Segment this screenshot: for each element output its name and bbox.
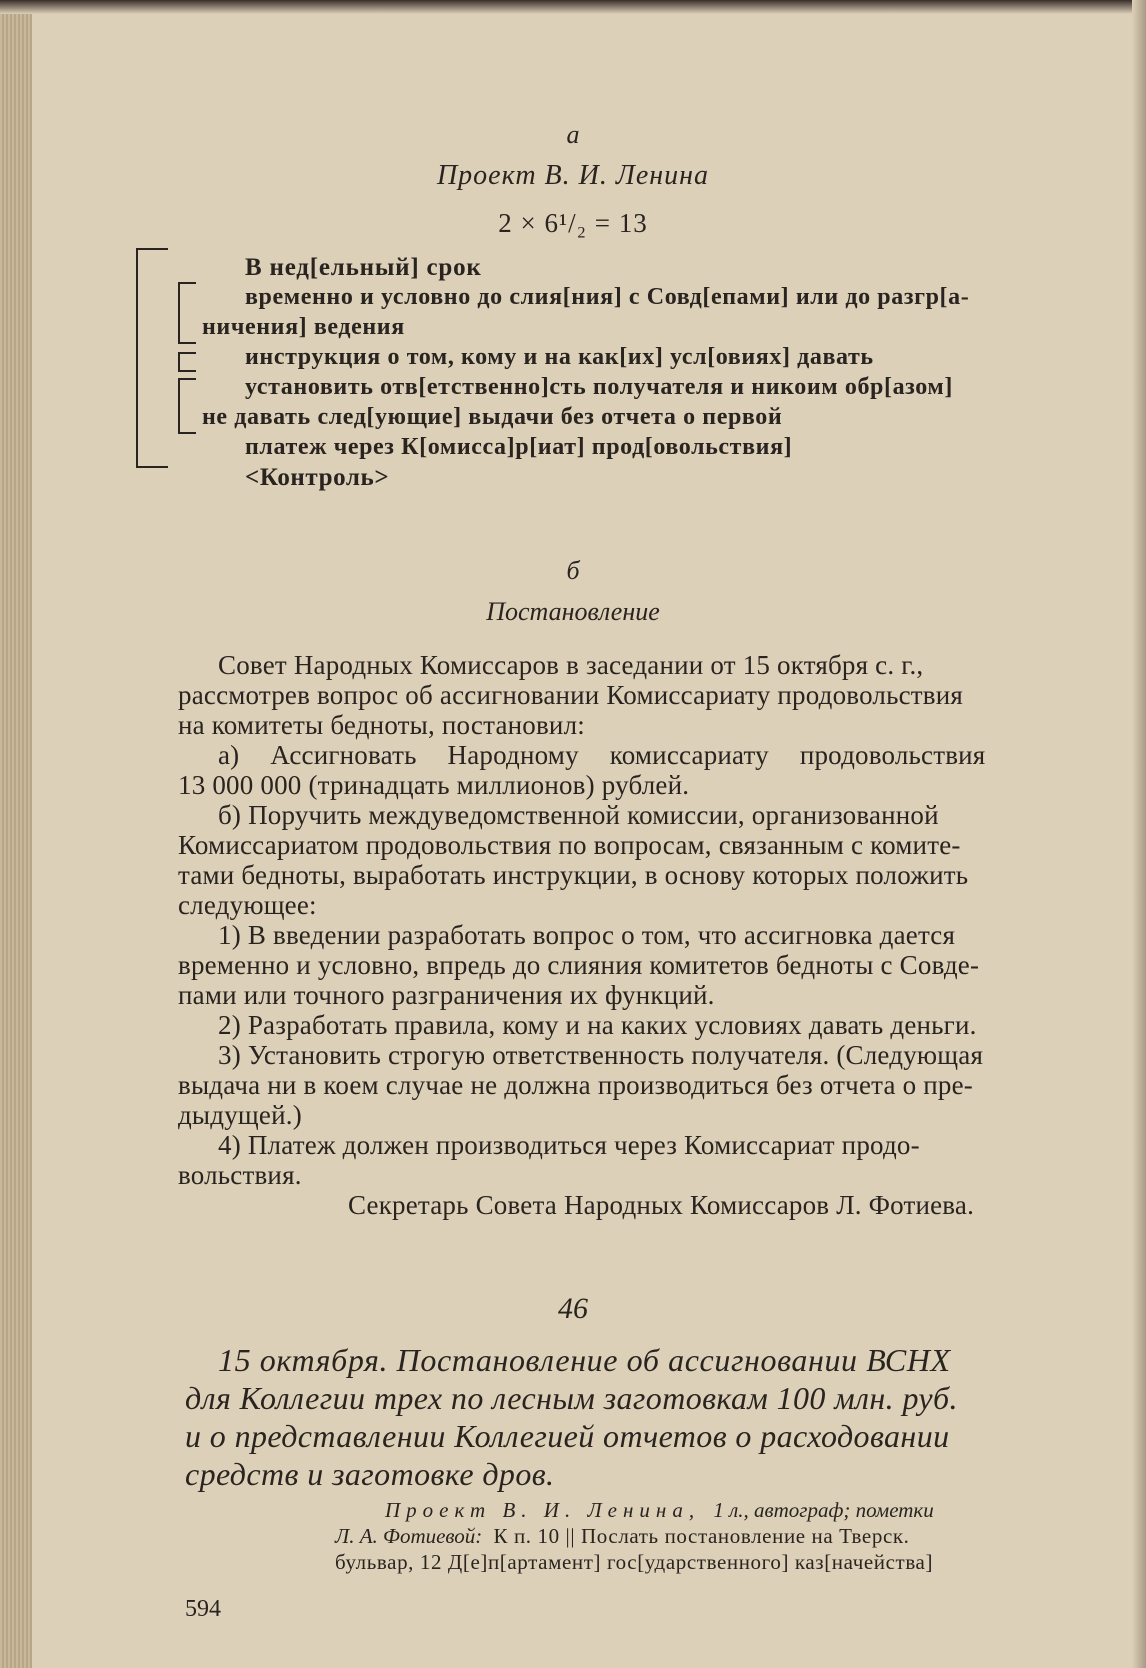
ms-line-4: инструкция о том, кому и на как[их] усл[овиях] давать: [245, 344, 874, 370]
bracket-1: [178, 282, 196, 344]
body-line-12: пами или точного разграничения их функций.: [178, 980, 715, 1010]
body-line-6: б) Поручить междуведомственной комиссии, организованной: [218, 800, 939, 830]
document-number: 46: [558, 1292, 588, 1325]
note-rest: 1 л., автограф; пометки: [713, 1498, 934, 1522]
ms-line-5: установить отв[етственно]сть получателя и никоим обр[азом]: [245, 374, 953, 400]
section-b-letter: б: [566, 556, 580, 585]
doc-title-line-1: 15 октября. Постановление об ассигновании ВСНХ: [218, 1342, 951, 1378]
body-line-16: дыдущей.): [178, 1100, 302, 1130]
formula: 2 × 6¹/₂ = 13: [498, 208, 648, 238]
body-line-9: следующее:: [178, 890, 317, 920]
top-shadow: [0, 0, 1146, 14]
ms-line-2: временно и условно до слия[ния] с Совд[епами] или до разгр[а-: [245, 284, 970, 310]
page-edges: [0, 0, 32, 1668]
ms-line-3: ничения] ведения: [202, 314, 405, 340]
body-line-2: рассмотрев вопрос об ассигновании Комиссариату продовольствия: [178, 680, 963, 710]
ms-line-6: не давать след[ующие] выдачи без отчета о первой: [202, 404, 783, 430]
ms-line-7: платеж через К[омисса]р[иат] прод[овольствия]: [245, 434, 793, 460]
body-line-18: вольствия.: [178, 1160, 302, 1190]
archival-note-line-2: [335, 1524, 910, 1549]
section-a-letter: а: [566, 120, 580, 149]
bracket-2: [178, 352, 196, 372]
section-a-heading: Проект В. И. Ленина: [436, 160, 710, 191]
note-mark: К п. 10 || Послать постановление на Тверск.: [493, 1524, 910, 1548]
doc-title-line-2: для Коллегии трех по лесным заготовкам 100 млн. руб.: [185, 1380, 958, 1416]
ms-line-8: <Контроль>: [245, 464, 390, 491]
body-line-10: 1) В введении разработать вопрос о том, что ассигновка дается: [218, 920, 956, 950]
doc-title-line-3: и о представлении Коллегией отчетов о расходовании: [185, 1418, 950, 1454]
doc-title-line-4: средств и заготовке дров.: [185, 1456, 555, 1492]
body-line-11: временно и условно, впредь до слияния комитетов бедноты с Совде-: [178, 950, 980, 980]
ms-line-1: В нед[ельный] срок: [245, 254, 482, 281]
note-fotieva: Л. А. Фотиевой:: [335, 1524, 483, 1548]
body-line-3: на комитеты бедноты, постановил:: [178, 710, 585, 740]
body-line-13: 2) Разработать правила, кому и на каких условиях давать деньги.: [218, 1010, 977, 1040]
signature: Секретарь Совета Народных Комиссаров Л. Фотиева.: [348, 1190, 975, 1220]
outer-bracket: [136, 248, 168, 468]
archival-note-line-3: бульвар, 12 Д[е]п[артамент] гос[ударственного] каз[начейства]: [335, 1550, 934, 1574]
note-spaced: Проект В. И. Ленина,: [385, 1498, 701, 1522]
archival-note-line-1: [385, 1498, 934, 1523]
body-line-14: 3) Установить строгую ответственность получателя. (Следующая: [218, 1040, 984, 1070]
body-line-4: а) Ассигновать Народному комиссариату продовольствия: [218, 740, 986, 770]
right-shadow: [1132, 0, 1146, 1668]
body-line-8: тами бедноты, выработать инструкции, в основу которых положить: [178, 860, 969, 890]
body-line-15: выдача ни в коем случае не должна производиться без отчета о пре-: [178, 1070, 973, 1100]
bracket-3: [178, 378, 196, 434]
page-number: 594: [185, 1596, 221, 1622]
body-line-7: Комиссариатом продовольствия по вопросам, связанным с комите-: [178, 830, 961, 860]
body-line-1: Совет Народных Комиссаров в заседании от 15 октября с. г.,: [218, 650, 924, 680]
section-b-heading: Постановление: [486, 597, 660, 626]
body-line-17: 4) Платеж должен производиться через Комиссариат продо-: [218, 1130, 920, 1160]
body-line-5: 13 000 000 (тринадцать миллионов) рублей.: [178, 770, 690, 800]
